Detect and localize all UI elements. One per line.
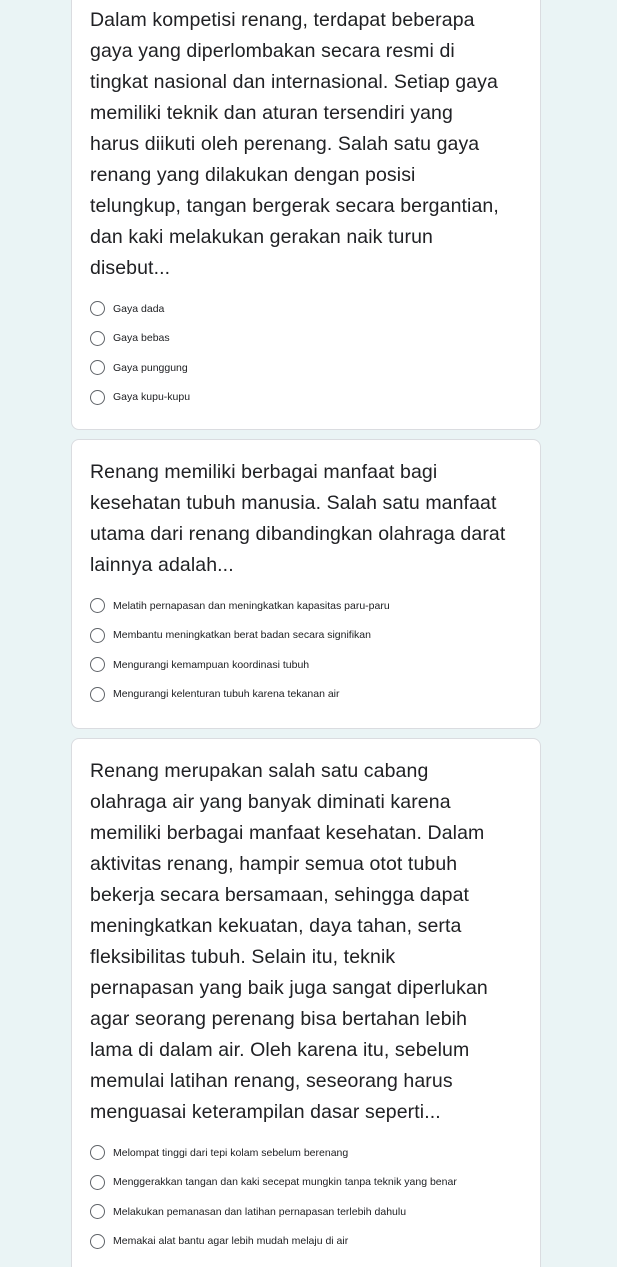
option-a[interactable] bbox=[90, 294, 522, 324]
option-b[interactable] bbox=[90, 1168, 522, 1198]
question-card-1 bbox=[71, 0, 541, 430]
option-b[interactable] bbox=[90, 621, 522, 651]
option-c[interactable] bbox=[90, 353, 522, 383]
question-text: Renang merupakan salah satu cabang olahraga air yang banyak diminati karena memiliki berbagai manfaat kesehatan. Dalam aktivitas renang, hampir semua otot tubuh bekerja secara bersamaan, sehingga dapat meningkatkan kekuatan, daya tahan, serta fleksibilitas tubuh. Selain itu, teknik pernapasan yang baik juga sangat diperlukan agar seorang perenang bisa bertahan lebih lama di dalam air. Oleh karena itu, sebelum memulai latihan renang, seseorang harus menguasai keterampilan dasar seperti... bbox=[90, 760, 488, 1123]
radio-button[interactable] bbox=[90, 390, 105, 405]
radio-button[interactable] bbox=[90, 1234, 105, 1249]
option-label: Gaya dada bbox=[113, 302, 165, 315]
option-label: Gaya bebas bbox=[113, 332, 170, 345]
option-c[interactable] bbox=[90, 1197, 522, 1227]
radio-button[interactable] bbox=[90, 1145, 105, 1160]
option-d[interactable] bbox=[90, 383, 522, 413]
option-a[interactable] bbox=[90, 1138, 522, 1168]
option-label: Melakukan pemanasan dan latihan pernapasan terlebih dahulu bbox=[113, 1205, 407, 1218]
option-label: Membantu meningkatkan berat badan secara signifikan bbox=[113, 629, 371, 642]
option-label: Mengurangi kemampuan koordinasi tubuh bbox=[113, 658, 310, 671]
option-label: Memakai alat bantu agar lebih mudah melaju di air bbox=[113, 1235, 349, 1248]
radio-button[interactable] bbox=[90, 657, 105, 672]
option-label: Mengurangi kelenturan tubuh karena tekanan air bbox=[113, 688, 340, 701]
option-label: Gaya punggung bbox=[113, 361, 188, 374]
option-label: Gaya kupu-kupu bbox=[113, 391, 191, 404]
option-label: Melompat tinggi dari tepi kolam sebelum berenang bbox=[113, 1146, 349, 1159]
question-text: Dalam kompetisi renang, terdapat beberapa gaya yang diperlombakan secara resmi di tingkat nasional dan internasional. Setiap gaya memiliki teknik dan aturan tersendiri yang harus diikuti oleh perenang. Salah satu gaya renang yang dilakukan dengan posisi telungkup, tangan bergerak secara bergantian, dan kaki melakukan gerakan naik turun disebut... bbox=[90, 9, 499, 279]
radio-button[interactable] bbox=[90, 687, 105, 702]
question-card-3 bbox=[71, 738, 541, 1267]
radio-button[interactable] bbox=[90, 598, 105, 613]
radio-button[interactable] bbox=[90, 360, 105, 375]
radio-button[interactable] bbox=[90, 331, 105, 346]
options-group bbox=[90, 1138, 522, 1256]
radio-button[interactable] bbox=[90, 1204, 105, 1219]
option-c[interactable] bbox=[90, 650, 522, 680]
option-d[interactable] bbox=[90, 680, 522, 710]
option-d[interactable] bbox=[90, 1227, 522, 1257]
option-label: Menggerakkan tangan dan kaki secepat mungkin tanpa teknik yang benar bbox=[113, 1176, 457, 1189]
option-label: Melatih pernapasan dan meningkatkan kapasitas paru-paru bbox=[113, 599, 390, 612]
options-group bbox=[90, 591, 522, 709]
radio-button[interactable] bbox=[90, 1175, 105, 1190]
radio-button[interactable] bbox=[90, 301, 105, 316]
radio-button[interactable] bbox=[90, 628, 105, 643]
options-group bbox=[90, 294, 522, 412]
question-text: Renang memiliki berbagai manfaat bagi kesehatan tubuh manusia. Salah satu manfaat utama dari renang dibandingkan olahraga darat lainnya adalah... bbox=[90, 461, 506, 576]
option-b[interactable] bbox=[90, 324, 522, 354]
question-card-2 bbox=[71, 439, 541, 729]
option-a[interactable] bbox=[90, 591, 522, 621]
